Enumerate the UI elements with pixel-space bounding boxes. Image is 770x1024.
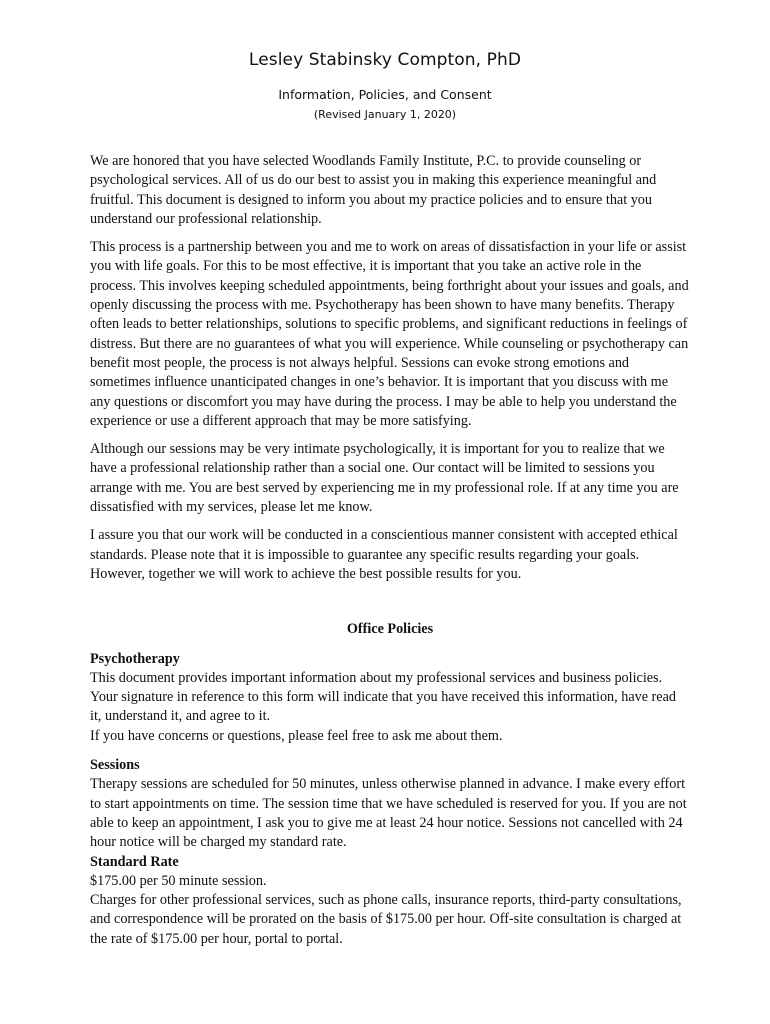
- intro-paragraph-3: Although our sessions may be very intimate psychologically, it is important for you to realize that we have a professional relationship rather than a social one. Our contact will be limited to sessions you arrange with me. You are best served by experiencing me in my professional role. If at any time you are dissatisfied with my services, please let me know.: [90, 441, 679, 516]
- document-subtitle: Information, Policies, and Consent: [278, 87, 492, 102]
- sessions-text: Therapy sessions are scheduled for 50 minutes, unless otherwise planned in advance. I make every effort to start appointments on time. The session time that we have scheduled is reserved for you. If you are not able to keep an appointment, I ask you to give me at least 24 hour notice. Sessions not cancelled with 24 hour notice will be charged my standard rate.: [90, 776, 687, 851]
- document-body: [90, 152, 690, 949]
- intro-paragraph-2: This process is a partnership between you and me to work on areas of dissatisfaction in your life or assist you with life goals. For this to be most effective, it is important that you take an active role in the process. This involves keeping scheduled appointments, being forthright about your issues and goals, and openly discussing the process with me. Psychotherapy has been shown to have many benefits. Therapy often leads to better relationships, solutions to specific problems, and significant reductions in feelings of distress. But there are no guarantees of what you will experience. While counseling or psychotherapy can benefit most people, the process is not always helpful. Sessions can evoke strong emotions and sometimes influence unanticipated changes in one’s behavior. It is important that you discuss with me any questions or discomfort you may have during the process. I may be able to help you understand the experience or use a different approach that may be more satisfying.: [90, 239, 689, 429]
- psychotherapy-text-1: This document provides important information about my professional services and business policies. Your signature in reference to this form will indicate that you have received this information, have read it, understand it, and agree to it.: [90, 669, 676, 725]
- office-policies-heading: Office Policies: [346, 621, 434, 638]
- standard-rate-text-1: $175.00 per 50 minute session.: [90, 872, 267, 889]
- intro-paragraph-4: I assure you that our work will be conducted in a conscientious manner consistent with accepted ethical standards. Please note that it is impossible to guarantee any specific results regarding your goals. However, together we will work to achieve the best possible results for you.: [90, 527, 678, 582]
- sessions-heading: Sessions: [90, 757, 140, 774]
- psychotherapy-section: [90, 650, 690, 746]
- standard-rate-section: [90, 853, 690, 949]
- intro-paragraph-1: We are honored that you have selected Woodlands Family Institute, P.C. to provide counseling or psychological services. All of us do our best to assist you in making this experience meaningful and fruitful. This document is designed to inform you about my practice policies and to ensure that you understand our professional relationship.: [90, 153, 657, 227]
- document-title: Lesley Stabinsky Compton, PhD: [248, 50, 522, 70]
- sessions-section: [90, 756, 690, 852]
- psychotherapy-heading: Psychotherapy: [90, 650, 180, 667]
- psychotherapy-text-2: If you have concerns or questions, please feel free to ask me about them.: [90, 727, 503, 744]
- standard-rate-heading: Standard Rate: [90, 853, 179, 870]
- standard-rate-text-2: Charges for other professional services, such as phone calls, insurance reports, third-party consultations, and correspondence will be prorated on the basis of $175.00 per hour. Off-site consultation is charged at the rate of $175.00 per hour, portal to portal.: [90, 892, 682, 947]
- revision-date: (Revised January 1, 2020): [313, 108, 457, 121]
